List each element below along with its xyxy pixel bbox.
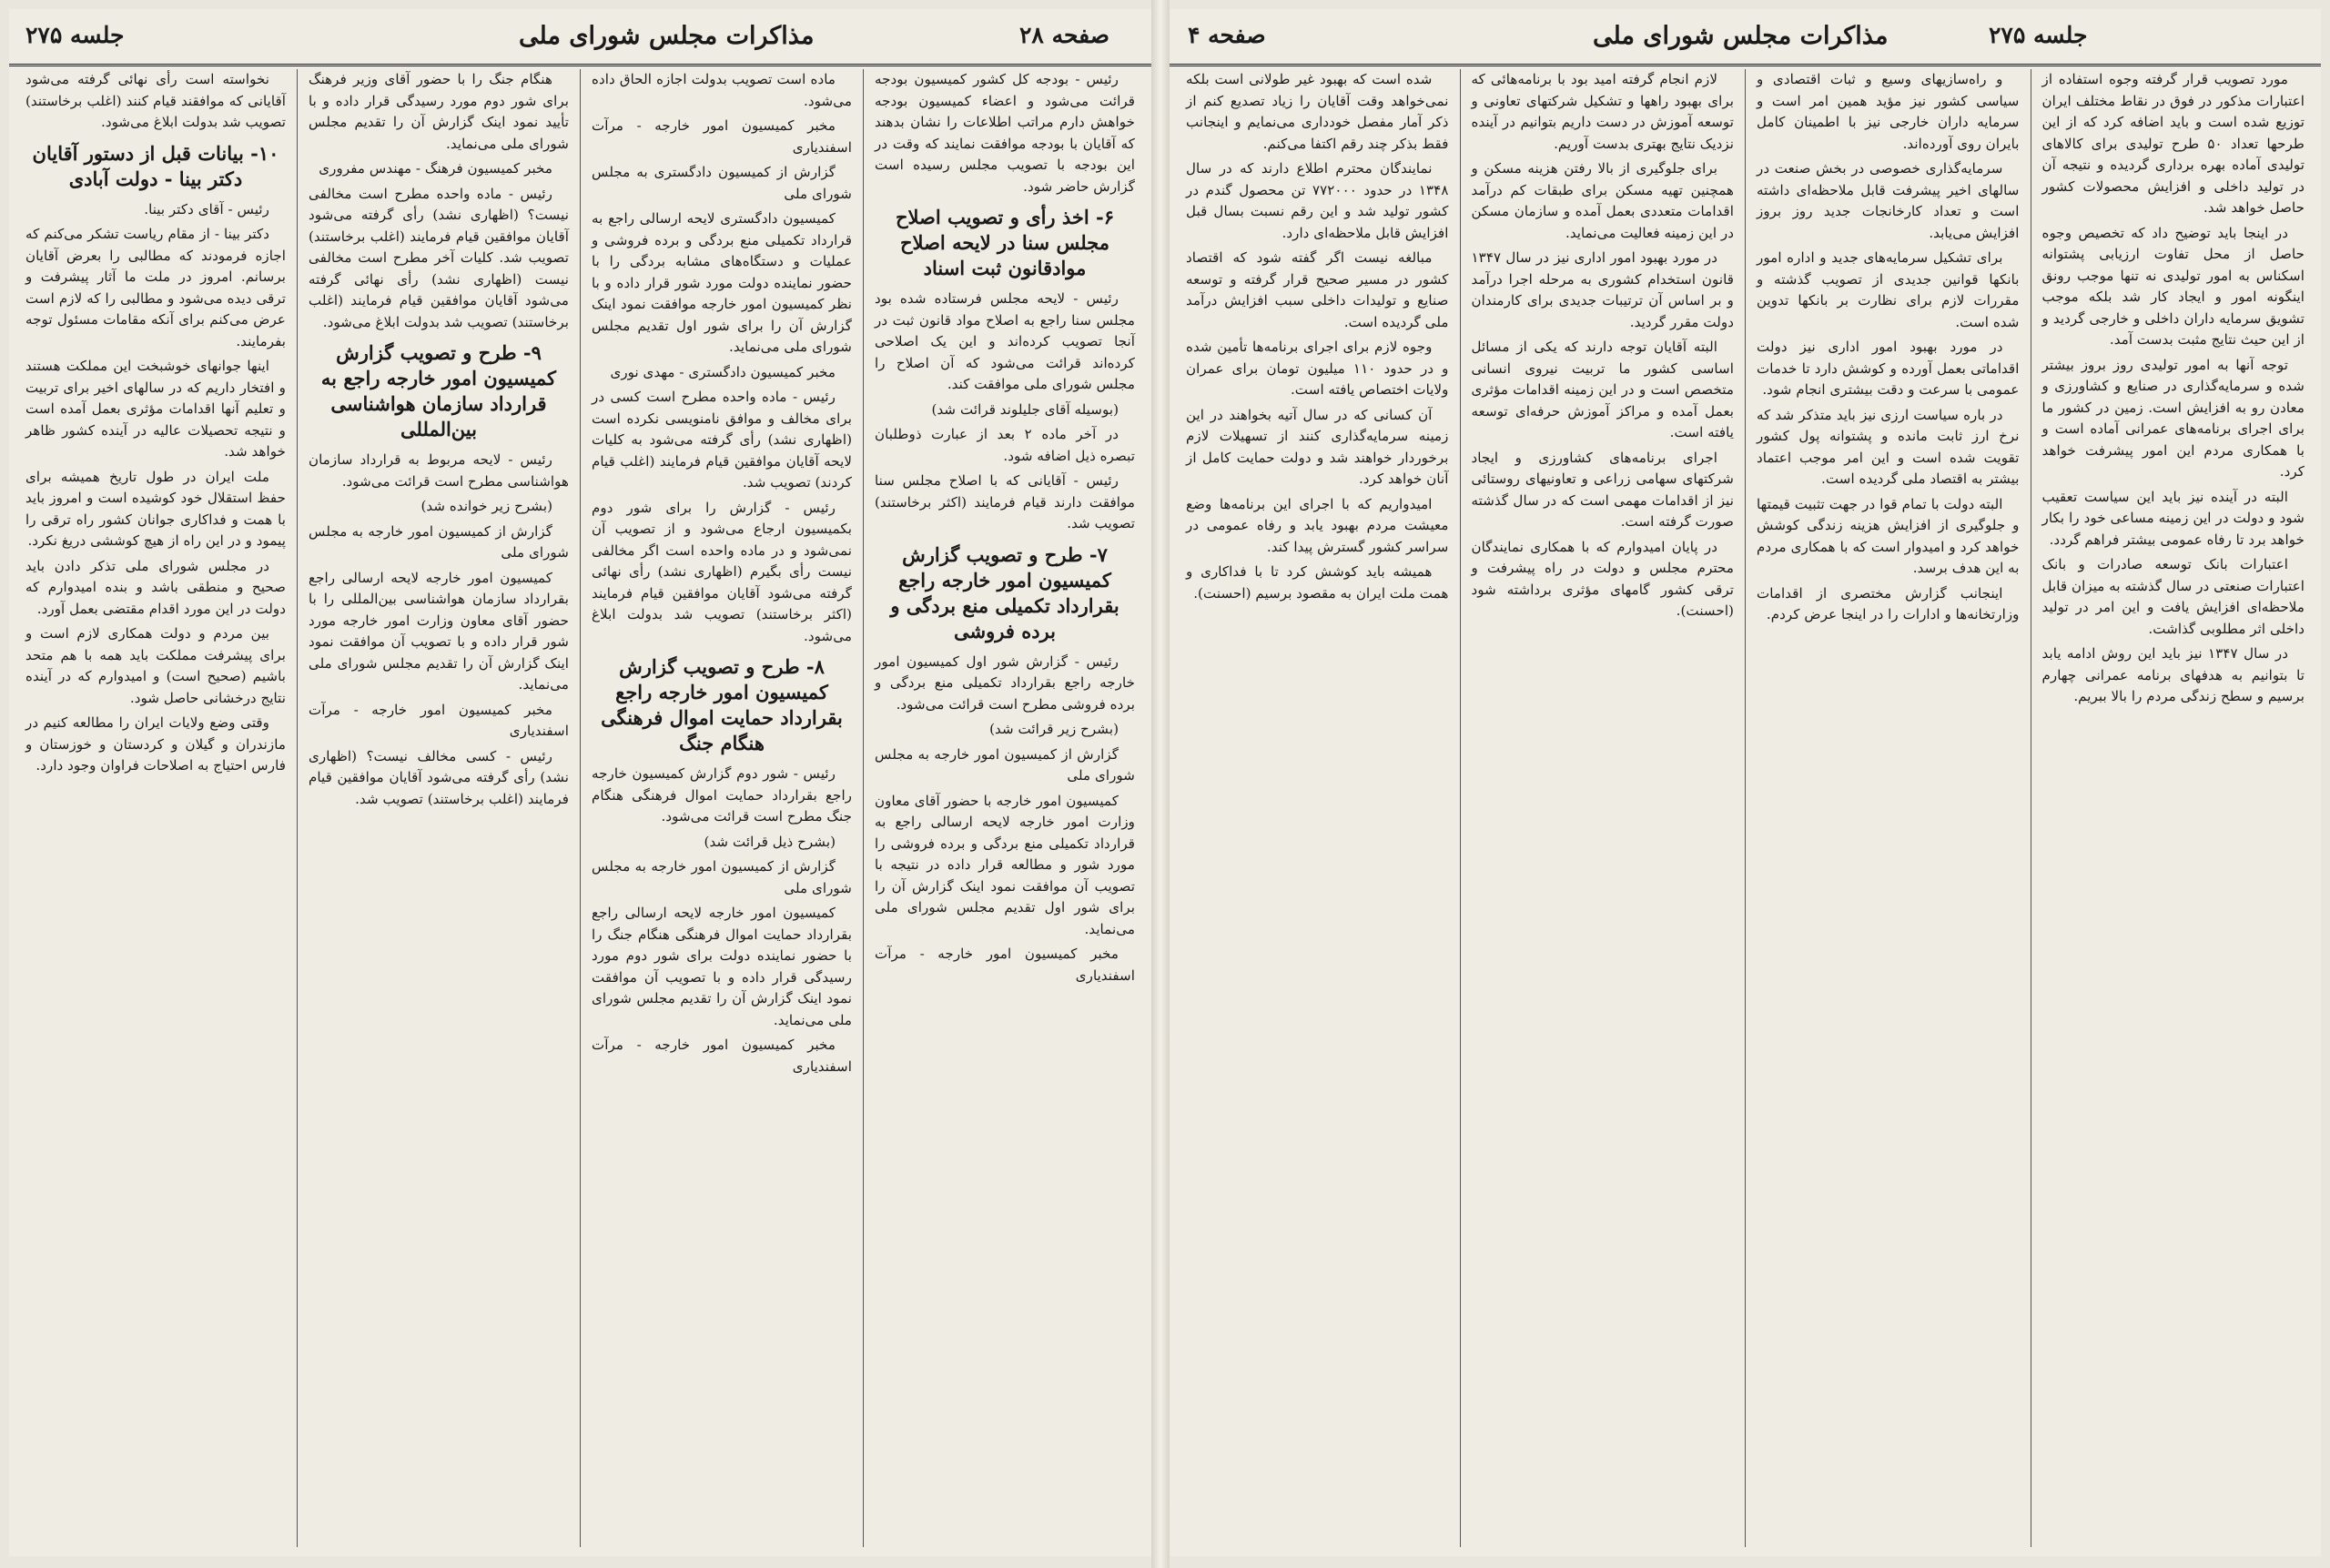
paragraph: گزارش از کمیسیون امور خارجه به مجلس شورای ملی — [309, 522, 569, 561]
paragraph: مبالغه نیست اگر گفته شود که اقتصاد کشور در مسیر صحیح قرار گرفته و توسعه صنایع و تولیدات داخلی سبب افزایش درآمد ملی گردیده است. — [1186, 249, 1449, 330]
paragraph: مخبر کمیسیون امور خارجه - مرآت اسفندیاری — [592, 117, 852, 156]
left-column-1 — [863, 69, 1146, 1547]
paragraph: لازم انجام گرفته امید بود با برنامه‌هائی که برای بهبود راهها و تشکیل شرکتهای تعاونی و توسعه آموزش در دست داریم بتوانیم در آینده نزدیک نتایج بهتری بدست آوریم. — [1471, 71, 1734, 152]
paragraph: البته آقایان توجه دارند که یکی از مسائل اساسی کشور ما تربیت نیروی انسانی متخصص است و در این زمینه اقدامات مؤثری بعمل آمده و مراکز آموزش حرفه‌ای توسعه یافته است. — [1471, 339, 1734, 440]
paragraph: کمیسیون امور خارجه با حضور آقای معاون وزارت امور خارجه لایحه ارسالی راجع به قرارداد تکمیلی منع بردگی و برده فروشی را مورد شور و مطالعه قرار داده در نتیجه با تصویب آن موافقت نمود اینک گزارش آن را برای شور اول تقدیم مجلس شورای ملی می‌نماید. — [875, 792, 1135, 937]
paragraph: هنگام جنگ را با حضور آقای وزیر فرهنگ برای شور دوم مورد رسیدگی قرار داده و با تأیید نمود اینک گزارش آن را تقدیم مجلس شورای ملی می‌نماید. — [309, 71, 569, 152]
paragraph: در مجلس شورای ملی تذکر دادن باید صحیح و منطقی باشد و بنده امیدوارم که دولت در این مورد اقدام مقتضی بعمل آورد. — [25, 557, 286, 617]
paragraph: مخبر کمیسیون امور خارجه - مرآت اسفندیاری — [875, 946, 1135, 984]
paragraph: نمایندگان محترم اطلاع دارند که در سال ۱۳۴۸ در حدود ۷۷۲۰۰۰ تن محصول گندم در کشور تولید شد و این رقم نسبت بسال قبل افزایش قابل ملاحظه‌ای دارد. — [1186, 160, 1449, 241]
left-columns — [15, 69, 1146, 1547]
paragraph: مخبر کمیسیون امور خارجه - مرآت اسفندیاری — [592, 1037, 852, 1075]
left-column-2 — [580, 69, 863, 1547]
paragraph: رئیس - بودجه کل کشور کمیسیون بودجه قرائت می‌شود و اعضاء کمیسیون بودجه خواهش دارم مراتب اطلاعات را نشان بدهند که آقایان با بودجه موافقت نمایند که وقت در این بودجه با تصویب مجلس رسیده است گزارش حاضر شود. — [875, 71, 1135, 195]
right-session-label: جلسه ۲۷۵ — [1989, 22, 2088, 48]
paragraph: رئیس - کسی مخالف نیست؟ (اظهاری نشد) رأی گرفته می‌شود آقایان موافقین قیام فرمایند (اغلب برخاستند) تصویب شد. — [309, 747, 569, 807]
paragraph: رئیس - گزارش شور اول کمیسیون امور خارجه راجع بقرارداد تکمیلی منع بردگی و برده فروشی مطرح است قرائت می‌شود. — [875, 652, 1135, 713]
paragraph: رئیس - گزارش را برای شور دوم بکمیسیون ارجاع می‌شود و از تصویب آن نمی‌شود و در ماده واحده است اگر مخالفی نیست رأی بگیرم (اظهاری نشد) رأی نهائی گرفته می‌شود آقایان موافقین قیام فرمایند (اکثر برخاستند) تصویب شد بدولت ابلاغ می‌شود. — [592, 499, 852, 644]
page-gutter — [1151, 0, 1170, 1568]
paragraph: کمیسیون امور خارجه لایحه ارسالی راجع بقرارداد حمایت اموال فرهنگی هنگام جنگ را با حضور نماینده دولت برای شور دوم مورد رسیدگی قرار داده و با تصویب آن موافقت نمود اینک گزارش آن را تقدیم مجلس شورای ملی می‌نماید. — [592, 905, 852, 1028]
right-columns — [1175, 69, 2315, 1547]
left-column-4 — [15, 69, 297, 1547]
left-session-label: جلسه ۲۷۵ — [25, 22, 125, 48]
left-journal-title: مذاکرات مجلس شورای ملی — [519, 22, 815, 50]
paragraph: توجه آنها به امور تولیدی روز بروز بیشتر شده و سرمایه‌گذاری در صنایع و کشاورزی و معادن رو به افزایش است. زمین در کشور ما برای اجرای برنامه‌های عمرانی آماده است و با همکاری مردم این امور پیشرفت خواهد کرد. — [2041, 356, 2305, 480]
paragraph: گزارش از کمیسیون دادگستری به مجلس شورای ملی — [592, 164, 852, 202]
paragraph: البته دولت با تمام قوا در جهت تثبیت قیمتها و جلوگیری از افزایش هزینه زندگی کوشش خواهد کرد و امیدوار است که با همکاری مردم به این هدف برسد. — [1757, 495, 2020, 576]
paragraph: آن کسانی که در سال آتیه بخواهند در این زمینه سرمایه‌گذاری کنند از تسهیلات لازم برخوردار خواهند شد و دولت حمایت کامل از آنان خواهد کرد. — [1186, 406, 1449, 487]
right-column-3 — [1460, 69, 1746, 1547]
paragraph: ماده است تصویب بدولت اجازه الحاق داده می‌شود. — [592, 71, 852, 109]
paragraph: رئیس - شور دوم گزارش کمیسیون خارجه راجع بقرارداد حمایت اموال فرهنگی هنگام جنگ مطرح است قرائت می‌شود. — [592, 765, 852, 824]
left-page-number: صفحه ۲۸ — [1019, 22, 1109, 48]
paragraph: رئیس - لایحه مربوط به قرارداد سازمان هواشناسی مطرح است قرائت می‌شود. — [309, 451, 569, 490]
paragraph: (بشرح ذیل قرائت شد) — [704, 833, 836, 850]
left-page-header — [9, 16, 1151, 66]
paragraph: رئیس - ماده واحده مطرح است مخالفی نیست؟ (اظهاری نشد) رأی گرفته می‌شود آقایان موافقین قیام فرمایند (اغلب برخاستند) تصویب شد. کلیات آخر مطرح است مخالفی نیست (اظهاری نشد) رأی نهائی گرفته می‌شود آقایان موافقین قیام فرمایند (اغلب برخاستند) تصویب شد بدولت ابلاغ می‌شود. — [309, 185, 569, 330]
right-page — [1170, 9, 2321, 1556]
paragraph: رئیس - آقای دکتر بینا. — [144, 200, 269, 217]
right-column-1 — [2031, 69, 2316, 1547]
paragraph: اینها جوانهای خوشبخت این مملکت هستند و افتخار داریم که در سالهای اخیر برای تربیت و تعلیم آنها اقدامات مؤثری بعمل آمده است و نتیجه تحصیلات عالیه در آینده کشور ظاهر خواهد شد. — [25, 358, 286, 460]
section-heading: ۶- اخذ رأی و تصویب اصلاح مجلس سنا در لایحه اصلاح موادقانون ثبت اسناد — [895, 206, 1115, 279]
paragraph: مخبر کمیسیون امور خارجه - مرآت اسفندیاری — [309, 701, 569, 739]
right-column-4 — [1175, 69, 1460, 1547]
paragraph: (بوسیله آقای جلیلوند قرائت شد) — [931, 400, 1119, 418]
paragraph: شده است که بهبود غیر طولانی است بلکه نمی‌خواهد وقت آقایان را زیاد تصدیع کنم از ذکر آمار مفصل خودداری می‌نمایم و اینجانب فقط بذکر چند رقم اکتفا می‌کنم. — [1186, 71, 1449, 152]
left-column-3 — [297, 69, 580, 1547]
right-page-header — [1170, 16, 2321, 66]
left-page — [9, 9, 1151, 1556]
paragraph: همیشه باید کوشش کرد تا با فداکاری و همت ملت ایران به مقصود برسیم (احسنت). — [1186, 563, 1449, 602]
paragraph: (بشرح زیر قرائت شد) — [989, 721, 1119, 737]
paragraph: برای تشکیل سرمایه‌های جدید و اداره امور بانکها قوانین جدیدی از تصویب گذشته و مقررات لازم برای نظارت بر بانکها تدوین شده است. — [1757, 249, 2020, 330]
section-heading: ۷- طرح و تصویب گزارش کمیسیون امور خارجه راجع بقرارداد تکمیلی منع بردگی و برده فروشی — [890, 542, 1119, 642]
paragraph: و راه‌سازیهای وسیع و ثبات اقتصادی و سیاسی کشور نیز مؤید همین امر است و سرمایه داران خارجی نیز با اطمینان کامل بایران روی آورده‌اند. — [1757, 71, 2020, 152]
paragraph: اعتبارات بانک توسعه صادرات و بانک اعتبارات صنعتی در سال گذشته به میزان قابل ملاحظه‌ای افزایش یافت و این امر در تولید داخلی اثر مطلوبی گذاشت. — [2041, 556, 2305, 637]
right-column-2 — [1745, 69, 2031, 1547]
paragraph: اینجانب گزارش مختصری از اقدامات وزارتخانه‌ها و ادارات را در اینجا عرض کردم. — [1757, 584, 2020, 622]
paragraph: دکتر بینا - از مقام ریاست تشکر می‌کنم که اجازه فرمودند که مطالبی را بعرض آقایان برسانم. امروز در ملت ما آثار پیشرفت و ترقی دیده می‌شود و مطالبی را که لازم است عرض می‌کنم برای آنکه مقامات مسئول توجه بفرمایند. — [25, 226, 286, 349]
paragraph: کمیسیون دادگستری لایحه ارسالی راجع به قرارداد تکمیلی منع بردگی و برده فروشی و عملیات و دستگاه‌های مشابه بردگی را با حضور نماینده دولت مورد شور قرار داده و با نظر کمیسیون امور خارجه موافقت نمود اینک گزارش آن را برای شور اول تقدیم مجلس شورای ملی می‌نماید. — [592, 210, 852, 355]
paragraph: کمیسیون امور خارجه لایحه ارسالی راجع بقرارداد سازمان هواشناسی بین‌المللی را با حضور آقای معاون وزارت امور خارجه مورد شور قرار داده و با تصویب آن موافقت نمود اینک گزارش آن را تقدیم مجلس شورای ملی می‌نماید. — [309, 569, 569, 693]
paragraph: البته در آینده نیز باید این سیاست تعقیب شود و دولت در این زمینه مساعی خود را بکار خواهد برد تا رفاه عمومی بیشتر فراهم گردد. — [2041, 488, 2305, 548]
paragraph: مورد تصویب قرار گرفته وجوه استفاده از اعتبارات مذکور در فوق در نقاط مختلف ایران توزیع شده است و باید اضافه کرد که از این طرحها تعداد ۵۰ طرح تولیدی برای کالاهای تولیدی آماده بهره برداری گردیده و نتیجه آن در تولید داخلی و افزایش محصولات کشور حاصل خواهد شد. — [2041, 71, 2305, 216]
section-heading: ۸- طرح و تصویب گزارش کمیسیون امور خارجه راجع بقرارداد حمایت اموال فرهنگی هنگام جنگ — [601, 655, 843, 754]
paragraph: رئیس - آقایانی که با اصلاح مجلس سنا موافقت دارند قیام فرمایند (اکثر برخاستند) تصویب شد. — [875, 472, 1135, 531]
paragraph: برای جلوگیری از بالا رفتن هزینه مسکن و همچنین تهیه مسکن برای طبقات کم درآمد اقدامات متعددی بعمل آمده و سازمان مسکن در این زمینه فعالیت می‌نماید. — [1471, 160, 1734, 241]
paragraph: امیدواریم که با اجرای این برنامه‌ها وضع معیشت مردم بهبود یابد و رفاه عمومی در سراسر کشور گسترش پیدا کند. — [1186, 495, 1449, 555]
paragraph: در مورد بهبود امور اداری نیز دولت اقداماتی بعمل آورده و کوشش دارد تا خدمات عمومی با سرعت و دقت بیشتری انجام شود. — [1757, 339, 2020, 398]
paragraph: سرمایه‌گذاری خصوصی در بخش صنعت در سالهای اخیر پیشرفت قابل ملاحظه‌ای داشته است و تعداد کارخانجات جدید روز بروز افزایش می‌یابد. — [1757, 160, 2020, 241]
paragraph: نخواسته است رأی نهائی گرفته می‌شود آقایانی که موافقند قیام کنند (اغلب برخاستند) تصویب شد بدولت ابلاغ می‌شود. — [25, 71, 286, 130]
paragraph: (بشرح زیر خوانده شد) — [420, 498, 552, 514]
paragraph: مخبر کمیسیون دادگستری - مهدی نوری — [610, 363, 836, 380]
paragraph: در پایان امیدوارم که با همکاری نمایندگان محترم مجلس و دولت در راه پیشرفت و ترقی کشور گامهای مؤثری برداشته شود (احسنت). — [1471, 538, 1734, 619]
right-page-number: صفحه ۴ — [1188, 22, 1266, 48]
paragraph: وجوه لازم برای اجرای برنامه‌ها تأمین شده و در حدود ۱۱۰ میلیون تومان برای عمران ولایات اختصاص یافته است. — [1186, 339, 1449, 398]
paragraph: در باره سیاست ارزی نیز باید متذکر شد که نرخ ارز ثابت مانده و پشتوانه پول کشور تقویت شده است و این امر موجب اعتماد بیشتر به اقتصاد ملی گردیده است. — [1757, 406, 2020, 487]
paragraph: در آخر ماده ۲ بعد از عبارت ذوطلبان تبصره ذیل اضافه شود. — [875, 426, 1135, 464]
paragraph: در مورد بهبود امور اداری نیز در سال ۱۳۴۷ قانون استخدام کشوری به مرحله اجرا درآمد و بر اساس آن ترتیبات جدیدی برای کارمندان دولت مقرر گردید. — [1471, 249, 1734, 330]
paragraph: در سال ۱۳۴۷ نیز باید این روش ادامه یابد تا بتوانیم به هدفهای برنامه عمرانی چهارم برسیم و سطح زندگی مردم را بالا ببریم. — [2041, 645, 2305, 704]
paragraph: در اینجا باید توضیح داد که تخصیص وجوه حاصل از محل تفاوت ارزیابی پشتوانه اسکناس به امور تولیدی نه تنها موجب رونق اینگونه امور و ایجاد کار شد بلکه موجب تشویق سرمایه داران داخلی و خارجی گردید و از این حیث نتایج مثبت بدست آمد. — [2041, 224, 2305, 348]
paragraph: بین مردم و دولت همکاری لازم است و برای پیشرفت مملکت باید همه با هم متحد باشیم (صحیح است) و امیدوارم که در آینده نتایج درخشانی حاصل شود. — [25, 625, 286, 706]
right-journal-title: مذاکرات مجلس شورای ملی — [1593, 22, 1889, 50]
paragraph: گزارش از کمیسیون امور خارجه به مجلس شورای ملی — [592, 858, 852, 896]
paragraph: گزارش از کمیسیون امور خارجه به مجلس شورای ملی — [875, 745, 1135, 784]
paragraph: رئیس - لایحه مجلس فرستاده شده بود مجلس سنا راجع به اصلاح مواد قانون ثبت در آنجا تصویب کرده‌اند و این یک اصلاحی کرده‌اند قرائت می‌شود که آن اصلاح را مجلس شورای ملی موافقت کند. — [875, 290, 1135, 392]
paragraph: وقتی وضع ولایات ایران را مطالعه کنیم در مازندران و گیلان و کردستان و خوزستان و فارس احتیاج به اصلاحات فراوان وجود دارد. — [25, 714, 286, 774]
paragraph: اجرای برنامه‌های کشاورزی و ایجاد شرکتهای سهامی زراعی و تعاونیهای روستائی نیز از اقدامات مهمی است که در سال گذشته صورت گرفته است. — [1471, 449, 1734, 530]
paragraph: ملت ایران در طول تاریخ همیشه برای حفظ استقلال خود کوشیده است و امروز باید با همت و فداکاری جوانان کشور راه ترقی را پیمود و در این راه از هیچ کوششی دریغ نکرد. — [25, 468, 286, 549]
paragraph: رئیس - ماده واحده مطرح است کسی در برای مخالف و موافق نامنویسی نکرده است (اظهاری نشد) رأی گرفته می‌شود به کلیات لایحه آقایان موافقین قیام فرمایند (اغلب قیام کردند) تصویب شد. — [592, 389, 852, 491]
paragraph: مخبر کمیسیون فرهنگ - مهندس مفروری — [319, 160, 552, 177]
section-heading: ۱۰- بیانات قبل از دستور آقایان دکتر بینا - دولت آبادی — [32, 141, 279, 190]
section-heading: ۹- طرح و تصویب گزارش کمیسیون امور خارجه راجع به قرارداد سازمان هواشناسی بین‌المللی — [320, 341, 557, 440]
